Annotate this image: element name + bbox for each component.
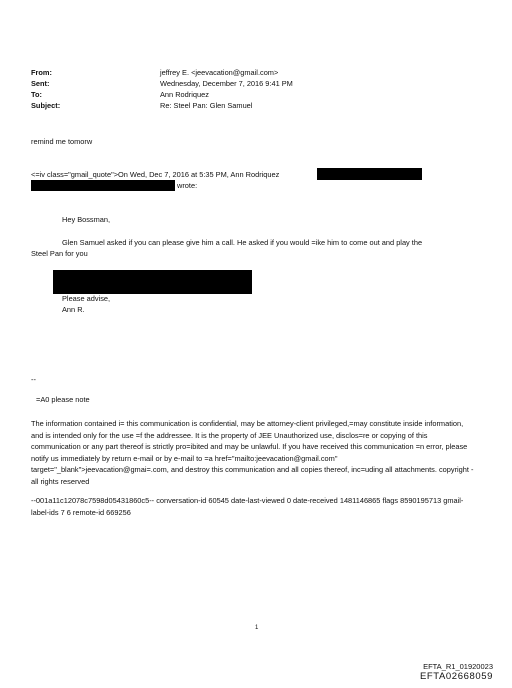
page-number: 1 [255,625,259,631]
greeting-text: Hey Bossman, [62,215,111,224]
note-text: =A0 please note [36,395,90,404]
redaction-email [317,168,422,180]
quote-line: <=iv class="gmail_quote">On Wed, Dec 7, 2016 at 5:35 PM, Ann Rodriquez [31,170,280,179]
subject-value: Re: Steel Pan: Glen Samuel [160,101,253,110]
sent-value: Wednesday, December 7, 2016 9:41 PM [160,79,293,88]
subject-label: Subject: [31,101,61,110]
disclaimer-paragraph: The information contained i= this communication is confidential, may be attorney-client privileged,=may constitute inside information, and is intended only for the use =f the addressee. It is the property of JEE Unauthorized use, disclos=re or copying of this communication or any part thereof is strictly pro=ibited and may be unlawful. If you have received this communication =n error, please notify us immediately by return e-mail or by e-mail to =a href="mailto:jeevacation@gmail.com" target="_blank">jeevacation@gmai=.com, and destroy this communication and all copies thereof, inc=uding all attachments. copyright -all rights reserved [31,419,474,486]
advise-text: Please advise, [62,294,111,303]
wrote-text: wrote: [177,181,198,190]
message-line-2: Steel Pan for you [31,249,88,258]
bates-number-small: EFTA_R1_01920023 [423,662,493,671]
bates-number-large: EFTA02668059 [419,671,493,682]
signoff-text: Ann R. [62,305,85,314]
to-value: Ann Rodriquez [160,90,209,99]
to-label: To: [31,90,42,99]
metadata-paragraph: --001a11c12078c7598d05431860c5-- conversation-id 60545 date-last-viewed 0 date-received 1481146865 flags 8590195713 gmail-label-ids 7 6 remote-id 669256 [31,496,464,517]
reply-text: remind me tomorw [31,137,93,146]
redaction-block-1 [31,180,175,191]
from-label: From: [31,68,52,77]
from-value: jeffrey E. <jeevacation@gmail.com> [160,68,279,77]
message-line-1: Glen Samuel asked if you can please give him a call. He asked if you would =ike him to come out and play the [62,238,423,247]
redaction-block-2 [53,270,252,294]
sent-label: Sent: [31,79,50,88]
dashes-text: -- [31,375,36,384]
